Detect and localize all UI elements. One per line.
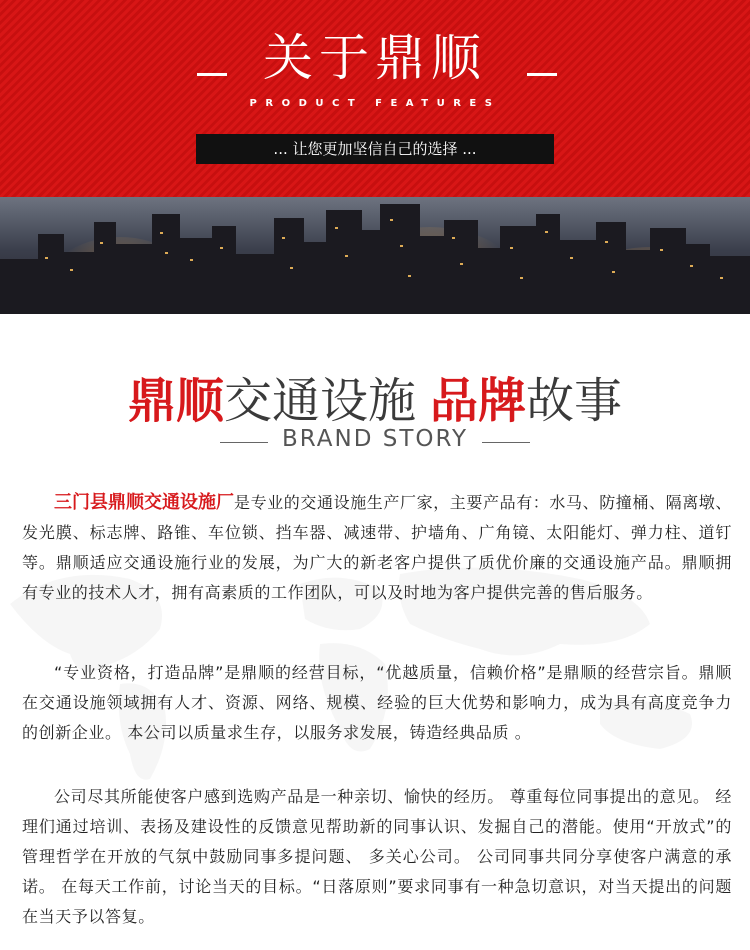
city-night-image bbox=[0, 197, 750, 314]
header-subtitle: PRODUCT FEATURES bbox=[249, 98, 501, 109]
brand-story-title bbox=[0, 362, 750, 431]
story-title-brand: 鼎顺 bbox=[127, 373, 224, 429]
paragraph-culture: 公司尽其所能使客户感到选购产品是一种亲切、愉快的经历。 尊重每位同事提出的意见。 经理们通过培训、表扬及建设性的反馈意见帮助新的同事认识、发掘自己的潜能。使用“开放式”的管理哲学在开放的气氛中鼓励同事多提问题、 多关心公司。 公司同事共同分享使客户满意的承诺。 在每天工作前，讨论当天的目标。“日落原则”要求同事有一种急切意识，对当天提出的问题在当天予以答复。 bbox=[22, 787, 732, 926]
story-title-gushi: 故事 bbox=[526, 373, 623, 429]
header-left-dash bbox=[197, 73, 227, 76]
header-banner bbox=[0, 0, 750, 197]
story-title-industry: 交通设施 bbox=[223, 373, 416, 429]
company-name: 三门县鼎顺交通设施厂 bbox=[54, 492, 234, 513]
paragraph-intro bbox=[22, 488, 732, 608]
story-title-pinpai: 品牌 bbox=[430, 373, 527, 429]
paragraph-intro-text: 是专业的交通设施生产厂家，主要产品有：水马、防撞桶、隔离墩、发光膜、标志牌、路锥、车位锁、挡车器、减速带、护墙角、广角镜、太阳能灯、弹力柱、道钉等。鼎顺适应交通设施行业的发展，为广大的新老客户提供了质优价廉的交通设施产品。鼎顺拥有专业的技术人才，拥有高素质的工作团队，可以及时地为客户提供完善的售后服务。 bbox=[22, 493, 733, 602]
header-title: 关于鼎顺 bbox=[263, 29, 487, 87]
header-right-dash bbox=[527, 73, 557, 76]
header-slogan: ... 让您更加坚信自己的选择 ... bbox=[196, 134, 554, 164]
brand-story-subtitle: BRAND STORY bbox=[281, 426, 469, 452]
paragraph-goals: “专业资格，打造品牌”是鼎顺的经营目标，“优越质量，信赖价格”是鼎顺的经营宗旨。鼎顺在交通设施领域拥有人才、资源、网络、规模、经验的巨大优势和影响力，成为具有高度竞争力的创新企业。 本公司以质量求生存，以服务求发展，铸造经典品质 。 bbox=[22, 663, 732, 742]
brand-story-section bbox=[0, 314, 750, 950]
